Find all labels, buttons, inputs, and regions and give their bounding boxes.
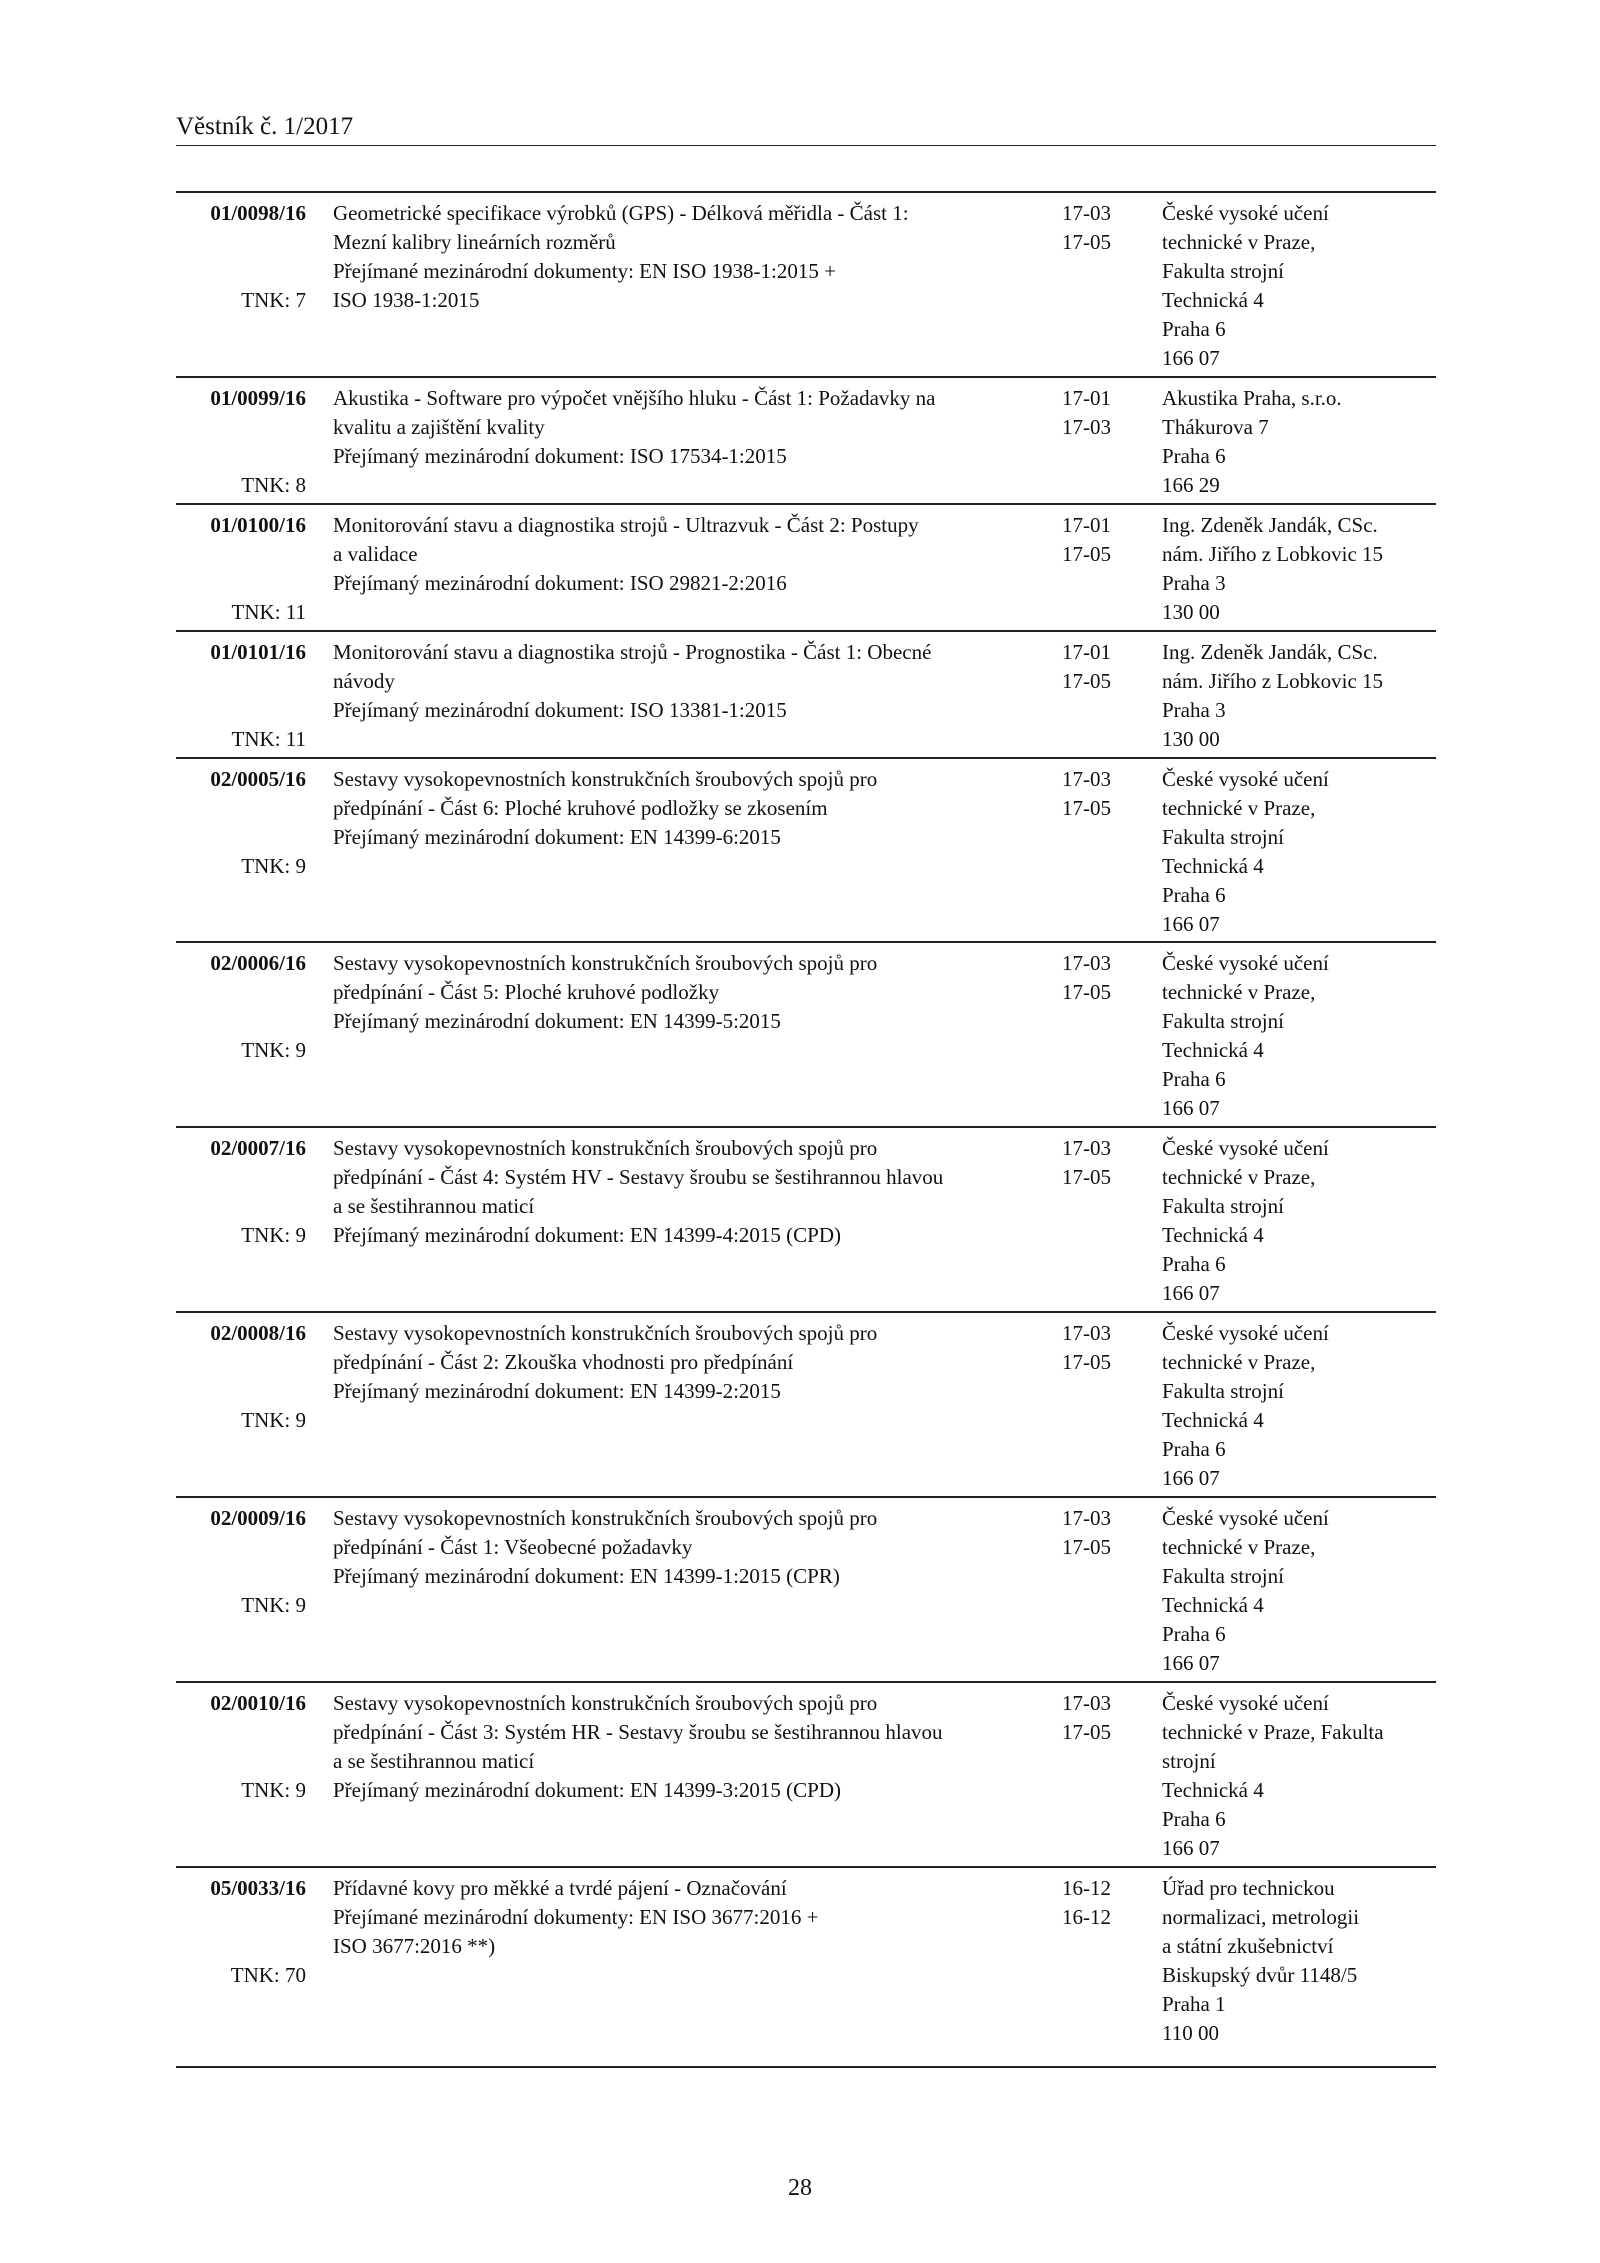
date-value: 17-05	[1062, 1165, 1111, 1189]
processor-address-line: technické v Praze,	[1162, 1535, 1316, 1559]
processor-address-line: České vysoké učení	[1162, 1136, 1329, 1160]
standard-title-line: Přejímaný mezinárodní dokument: ISO 29821-2:2016	[333, 571, 787, 595]
draft-number: 01/0098/16	[210, 201, 306, 225]
processor-address-line: Technická 4	[1162, 288, 1264, 312]
dates-cell	[1062, 949, 1132, 1007]
processor-cell	[1162, 1134, 1452, 1308]
table-row	[176, 1683, 1436, 1868]
processor-address-line: nám. Jiřího z Lobkovic 15	[1162, 542, 1384, 566]
tnk-label: TNK: 11	[231, 727, 306, 751]
processor-address-line: Úřad pro technickou	[1162, 1876, 1335, 1900]
tnk-label: TNK: 9	[241, 1223, 306, 1247]
standard-title-line: předpínání - Část 6: Ploché kruhové podložky se zkosením	[333, 796, 828, 820]
processor-address-line: České vysoké učení	[1162, 1506, 1329, 1530]
standard-title-line: Přejímaný mezinárodní dokument: EN 14399-6:2015	[333, 825, 781, 849]
processor-address-line: technické v Praze,	[1162, 230, 1316, 254]
processor-address-line: Praha 6	[1162, 1252, 1226, 1276]
table-row	[176, 378, 1436, 505]
date-value: 17-05	[1062, 1350, 1111, 1374]
processor-address-line: Fakulta strojní	[1162, 259, 1284, 283]
processor-address-line: 166 07	[1162, 1096, 1220, 1120]
standard-title-line: Sestavy vysokopevnostních konstrukčních šroubových spojů pro	[333, 951, 878, 975]
dates-cell	[1062, 511, 1132, 569]
standard-title-line: Přejímaný mezinárodní dokument: EN 14399-5:2015	[333, 1009, 781, 1033]
processor-cell	[1162, 765, 1452, 939]
standard-title-line: návody	[333, 669, 395, 693]
date-value: 17-05	[1062, 1535, 1111, 1559]
processor-address-line: Technická 4	[1162, 1593, 1264, 1617]
processor-cell	[1162, 1319, 1452, 1493]
processor-address-line: Praha 6	[1162, 1437, 1226, 1461]
processor-address-line: 166 07	[1162, 912, 1220, 936]
processor-address-line: České vysoké učení	[1162, 767, 1329, 791]
table-row	[176, 943, 1436, 1128]
draft-number-cell	[176, 1319, 306, 1432]
tnk-label: TNK: 9	[241, 1408, 306, 1432]
standard-title-line: Přejímané mezinárodní dokumenty: EN ISO 1938-1:2015 +	[333, 259, 836, 283]
date-value: 17-03	[1062, 201, 1111, 225]
standard-title-line: Sestavy vysokopevnostních konstrukčních šroubových spojů pro	[333, 1136, 878, 1160]
draft-number-cell	[176, 949, 306, 1062]
processor-address-line: technické v Praze,	[1162, 796, 1316, 820]
date-value: 16-12	[1062, 1876, 1111, 1900]
processor-address-line: 130 00	[1162, 727, 1220, 751]
processor-cell	[1162, 511, 1452, 627]
processor-address-line: technické v Praze,	[1162, 1165, 1316, 1189]
processor-address-line: 130 00	[1162, 600, 1220, 624]
processor-address-line: České vysoké učení	[1162, 1321, 1329, 1345]
processor-address-line: Praha 3	[1162, 698, 1226, 722]
draft-number: 02/0007/16	[210, 1136, 306, 1160]
processor-address-line: Biskupský dvůr 1148/5	[1162, 1963, 1358, 1987]
standard-title-line: Přejímaný mezinárodní dokument: EN 14399-4:2015 (CPD)	[333, 1223, 842, 1247]
standard-title-line: Monitorování stavu a diagnostika strojů - Prognostika - Část 1: Obecné	[333, 640, 932, 664]
date-value: 17-05	[1062, 542, 1111, 566]
processor-address-line: technické v Praze,	[1162, 1350, 1316, 1374]
processor-address-line: Technická 4	[1162, 854, 1264, 878]
draft-number: 02/0005/16	[210, 767, 306, 791]
date-value: 17-05	[1062, 669, 1111, 693]
standard-title-line: Přejímaný mezinárodní dokument: EN 14399-2:2015	[333, 1379, 781, 1403]
date-value: 17-03	[1062, 1691, 1111, 1715]
date-value: 17-03	[1062, 1506, 1111, 1530]
processor-address-line: 166 07	[1162, 1651, 1220, 1675]
standard-title-line: Přejímané mezinárodní dokumenty: EN ISO 3677:2016 +	[333, 1905, 819, 1929]
date-value: 17-03	[1062, 1321, 1111, 1345]
standard-title-line: Akustika - Software pro výpočet vnějšího hluku - Část 1: Požadavky na	[333, 386, 936, 410]
processor-address-line: 166 07	[1162, 1836, 1220, 1860]
processor-cell	[1162, 199, 1452, 373]
processor-address-line: normalizaci, metrologii	[1162, 1905, 1360, 1929]
processor-address-line: Praha 6	[1162, 1067, 1226, 1091]
draft-number: 02/0009/16	[210, 1506, 306, 1530]
dates-cell	[1062, 638, 1132, 696]
processor-address-line: Ing. Zdeněk Jandák, CSc.	[1162, 513, 1378, 537]
processor-address-line: Praha 3	[1162, 571, 1226, 595]
table-row	[176, 1128, 1436, 1313]
table-row	[176, 505, 1436, 632]
processor-address-line: Praha 6	[1162, 1807, 1226, 1831]
processor-address-line: Technická 4	[1162, 1408, 1264, 1432]
processor-address-line: Fakulta strojní	[1162, 1564, 1284, 1588]
tnk-label: TNK: 8	[241, 473, 306, 497]
processor-address-line: Technická 4	[1162, 1038, 1264, 1062]
processor-address-line: Technická 4	[1162, 1223, 1264, 1247]
processor-cell	[1162, 1689, 1452, 1863]
processor-cell	[1162, 1504, 1452, 1678]
processor-address-line: Fakulta strojní	[1162, 825, 1284, 849]
table-row	[176, 759, 1436, 943]
date-value: 17-05	[1062, 1720, 1111, 1744]
standards-table	[176, 191, 1436, 2068]
dates-cell	[1062, 765, 1132, 823]
processor-address-line: Praha 1	[1162, 1992, 1226, 2016]
draft-number-cell	[176, 1504, 306, 1617]
standard-title-line: a se šestihrannou maticí	[333, 1749, 535, 1773]
standard-title-line: Přejímaný mezinárodní dokument: EN 14399-3:2015 (CPD)	[333, 1778, 842, 1802]
draft-number: 05/0033/16	[210, 1876, 306, 1900]
standard-title-line: ISO 3677:2016 **)	[333, 1934, 496, 1958]
standard-title-line: Mezní kalibry lineárních rozměrů	[333, 230, 616, 254]
processor-address-line: strojní	[1162, 1749, 1216, 1773]
date-value: 17-01	[1062, 386, 1111, 410]
processor-address-line: Praha 6	[1162, 883, 1226, 907]
processor-address-line: Praha 6	[1162, 317, 1226, 341]
tnk-label: TNK: 9	[241, 1038, 306, 1062]
dates-cell	[1062, 199, 1132, 257]
processor-address-line: 166 07	[1162, 346, 1220, 370]
processor-cell	[1162, 949, 1452, 1123]
date-value: 17-01	[1062, 640, 1111, 664]
processor-address-line: 110 00	[1162, 2021, 1219, 2045]
table-row	[176, 632, 1436, 759]
tnk-label: TNK: 9	[241, 854, 306, 878]
draft-number: 02/0006/16	[210, 951, 306, 975]
dates-cell	[1062, 1134, 1132, 1192]
processor-cell	[1162, 384, 1452, 500]
page-title: Věstník č. 1/2017	[176, 113, 354, 140]
processor-address-line: České vysoké učení	[1162, 951, 1329, 975]
date-value: 17-05	[1062, 980, 1111, 1004]
processor-address-line: 166 07	[1162, 1281, 1220, 1305]
processor-address-line: technické v Praze,	[1162, 980, 1316, 1004]
processor-address-line: 166 07	[1162, 1466, 1220, 1490]
processor-address-line: technické v Praze, Fakulta	[1162, 1720, 1384, 1744]
processor-address-line: Praha 6	[1162, 1622, 1226, 1646]
dates-cell	[1062, 1689, 1132, 1747]
draft-number-cell	[176, 511, 306, 624]
draft-number: 02/0008/16	[210, 1321, 306, 1345]
date-value: 17-03	[1062, 767, 1111, 791]
standard-title-line: ISO 1938-1:2015	[333, 288, 480, 312]
draft-number: 01/0099/16	[210, 386, 306, 410]
table-row	[176, 193, 1436, 378]
standard-title-line: Přejímaný mezinárodní dokument: ISO 13381-1:2015	[333, 698, 787, 722]
date-value: 17-03	[1062, 951, 1111, 975]
tnk-label: TNK: 7	[241, 288, 306, 312]
standard-title-line: Přejímaný mezinárodní dokument: EN 14399-1:2015 (CPR)	[333, 1564, 840, 1588]
standard-title-line: Sestavy vysokopevnostních konstrukčních šroubových spojů pro	[333, 767, 878, 791]
draft-number-cell	[176, 1689, 306, 1802]
processor-address-line: Technická 4	[1162, 1778, 1264, 1802]
standard-title-line: Sestavy vysokopevnostních konstrukčních šroubových spojů pro	[333, 1506, 878, 1530]
date-value: 17-01	[1062, 513, 1111, 537]
processor-address-line: Fakulta strojní	[1162, 1009, 1284, 1033]
standard-title-line: Monitorování stavu a diagnostika strojů - Ultrazvuk - Část 2: Postupy	[333, 513, 919, 537]
processor-address-line: Fakulta strojní	[1162, 1379, 1284, 1403]
processor-address-line: Fakulta strojní	[1162, 1194, 1284, 1218]
dates-cell	[1062, 384, 1132, 442]
draft-number-cell	[176, 765, 306, 878]
standard-title-line: Sestavy vysokopevnostních konstrukčních šroubových spojů pro	[333, 1691, 878, 1715]
standard-title-line: předpínání - Část 4: Systém HV - Sestavy šroubu se šestihrannou hlavou	[333, 1165, 944, 1189]
standard-title-line: předpínání - Část 1: Všeobecné požadavky	[333, 1535, 693, 1559]
page-number: 28	[788, 2175, 812, 2201]
tnk-label: TNK: 9	[241, 1778, 306, 1802]
tnk-label: TNK: 9	[241, 1593, 306, 1617]
draft-number: 01/0101/16	[210, 640, 306, 664]
tnk-label: TNK: 11	[231, 600, 306, 624]
draft-number: 01/0100/16	[210, 513, 306, 537]
standard-title-line: a validace	[333, 542, 418, 566]
processor-cell	[1162, 1874, 1452, 2048]
processor-address-line: a státní zkušebnictví	[1162, 1934, 1334, 1958]
standard-title-line: předpínání - Část 2: Zkouška vhodnosti pro předpínání	[333, 1350, 794, 1374]
processor-address-line: 166 29	[1162, 473, 1220, 497]
processor-address-line: Akustika Praha, s.r.o.	[1162, 386, 1342, 410]
standard-title-line: Přejímaný mezinárodní dokument: ISO 17534-1:2015	[333, 444, 787, 468]
processor-address-line: České vysoké učení	[1162, 1691, 1329, 1715]
standard-title-line: předpínání - Část 3: Systém HR - Sestavy šroubu se šestihrannou hlavou	[333, 1720, 943, 1744]
date-value: 17-03	[1062, 1136, 1111, 1160]
date-value: 17-03	[1062, 415, 1111, 439]
standard-title-line: Sestavy vysokopevnostních konstrukčních šroubových spojů pro	[333, 1321, 878, 1345]
dates-cell	[1062, 1874, 1132, 1932]
date-value: 17-05	[1062, 230, 1111, 254]
table-row	[176, 1868, 1436, 2068]
table-row	[176, 1498, 1436, 1683]
date-value: 16-12	[1062, 1905, 1111, 1929]
standard-title-line: Geometrické specifikace výrobků (GPS) - Délková měřidla - Část 1:	[333, 201, 909, 225]
processor-address-line: Praha 6	[1162, 444, 1226, 468]
processor-address-line: Thákurova 7	[1162, 415, 1269, 439]
draft-number-cell	[176, 638, 306, 751]
header-divider	[176, 145, 1436, 146]
draft-number-cell	[176, 1134, 306, 1247]
standard-title-line: kvalitu a zajištění kvality	[333, 415, 545, 439]
draft-number: 02/0010/16	[210, 1691, 306, 1715]
processor-address-line: Ing. Zdeněk Jandák, CSc.	[1162, 640, 1378, 664]
date-value: 17-05	[1062, 796, 1111, 820]
table-row	[176, 1313, 1436, 1498]
draft-number-cell	[176, 199, 306, 312]
tnk-label: TNK: 70	[230, 1963, 306, 1987]
draft-number-cell	[176, 384, 306, 497]
standard-title-line: a se šestihrannou maticí	[333, 1194, 535, 1218]
standard-title-line: Přídavné kovy pro měkké a tvrdé pájení - Označování	[333, 1876, 787, 1900]
processor-address-line: České vysoké učení	[1162, 201, 1329, 225]
processor-address-line: nám. Jiřího z Lobkovic 15	[1162, 669, 1384, 693]
dates-cell	[1062, 1504, 1132, 1562]
standard-title-line: předpínání - Část 5: Ploché kruhové podložky	[333, 980, 720, 1004]
dates-cell	[1062, 1319, 1132, 1377]
processor-cell	[1162, 638, 1452, 754]
draft-number-cell	[176, 1874, 306, 1987]
